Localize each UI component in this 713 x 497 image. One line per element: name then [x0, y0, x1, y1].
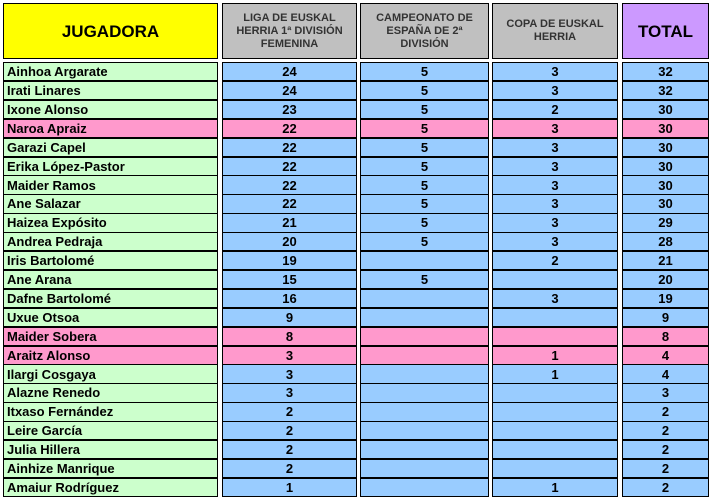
campeonato-value-cell — [360, 440, 489, 459]
header-jugadora-text: JUGADORA — [61, 21, 160, 41]
copa-value-cell — [492, 194, 618, 213]
total-value-cell — [622, 327, 709, 346]
liga-value-cell — [222, 138, 357, 157]
header-copa-text: COPA DE EUSKAL — [506, 18, 604, 30]
liga-value-cell — [222, 100, 357, 119]
liga-value: 24 — [282, 64, 297, 80]
campeonato-value-cell — [360, 289, 489, 308]
player-name-cell — [3, 346, 218, 365]
copa-value: 1 — [551, 479, 559, 495]
player-name: Alazne Renedo — [7, 385, 101, 401]
total-value: 8 — [661, 328, 670, 344]
liga-value: 3 — [285, 366, 294, 382]
player-name-cell — [3, 478, 218, 497]
liga-value-cell — [222, 81, 357, 100]
player-name: Itxaso Fernández — [7, 404, 114, 420]
player-name-cell — [3, 440, 218, 459]
campeonato-value: 5 — [420, 64, 429, 80]
liga-value-cell — [222, 175, 357, 194]
player-name: Ilargi Cosgaya — [7, 366, 96, 382]
total-value-cell — [622, 213, 709, 232]
total-value-cell — [622, 440, 709, 459]
liga-value-cell — [222, 478, 357, 497]
copa-value-cell — [492, 383, 618, 402]
liga-value: 1 — [285, 479, 294, 495]
total-value-cell — [622, 459, 709, 478]
player-name-cell — [3, 364, 218, 383]
player-name-cell — [3, 327, 218, 346]
total-value-cell — [622, 194, 709, 213]
liga-value: 15 — [282, 272, 297, 288]
header-jugadora — [3, 3, 218, 59]
header-total — [622, 3, 709, 59]
player-name-cell — [3, 119, 218, 138]
liga-value: 2 — [285, 404, 294, 420]
liga-value-cell — [222, 157, 357, 176]
liga-value: 2 — [285, 461, 294, 477]
player-name: Irati Linares — [7, 83, 81, 99]
copa-value-cell — [492, 100, 618, 119]
player-name: Leire García — [7, 423, 83, 439]
liga-value-cell — [222, 289, 357, 308]
total-value: 32 — [658, 83, 673, 99]
liga-value: 16 — [282, 290, 297, 306]
copa-value-cell — [492, 308, 618, 327]
liga-value-cell — [222, 213, 357, 232]
total-value: 19 — [658, 290, 673, 306]
campeonato-value-cell — [360, 232, 489, 251]
total-value: 28 — [658, 234, 673, 250]
campeonato-value-cell — [360, 346, 489, 365]
player-name: Araitz Alonso — [7, 347, 91, 363]
player-name: Ainhize Manrique — [7, 461, 115, 477]
campeonato-value: 5 — [420, 177, 429, 193]
campeonato-value-cell — [360, 119, 489, 138]
campeonato-value-cell — [360, 327, 489, 346]
copa-value-cell — [492, 81, 618, 100]
campeonato-value: 5 — [420, 139, 429, 155]
campeonato-value-cell — [360, 383, 489, 402]
copa-value-cell — [492, 440, 618, 459]
total-value-cell — [622, 478, 709, 497]
liga-value-cell — [222, 327, 357, 346]
copa-value: 3 — [551, 234, 559, 250]
player-name-cell — [3, 308, 218, 327]
liga-value: 3 — [285, 385, 294, 401]
liga-value-cell — [222, 402, 357, 421]
campeonato-value-cell — [360, 194, 489, 213]
copa-value-cell — [492, 213, 618, 232]
copa-value: 3 — [551, 215, 559, 231]
liga-value: 2 — [285, 442, 294, 458]
player-name-cell — [3, 157, 218, 176]
player-name: Haizea Expósito — [7, 215, 107, 231]
copa-value-cell — [492, 232, 618, 251]
player-name-cell — [3, 251, 218, 270]
liga-value: 3 — [285, 347, 294, 363]
total-value: 32 — [658, 64, 673, 80]
player-name-cell — [3, 138, 218, 157]
campeonato-value-cell — [360, 175, 489, 194]
total-value-cell — [622, 175, 709, 194]
total-value: 2 — [661, 442, 670, 458]
liga-value: 24 — [282, 83, 297, 99]
player-name: Julia Hillera — [7, 442, 80, 458]
total-value-cell — [622, 402, 709, 421]
campeonato-value-cell — [360, 270, 489, 289]
total-value-cell — [622, 346, 709, 365]
campeonato-value: 5 — [420, 215, 429, 231]
copa-value-cell — [492, 402, 618, 421]
copa-value-cell — [492, 119, 618, 138]
total-value: 4 — [661, 366, 670, 382]
total-value: 4 — [661, 347, 670, 363]
liga-value-cell — [222, 383, 357, 402]
copa-value-cell — [492, 62, 618, 81]
player-name: Ane Salazar — [7, 196, 81, 212]
liga-value-cell — [222, 119, 357, 138]
player-name: Maider Sobera — [7, 328, 97, 344]
player-name: Ane Arana — [7, 272, 72, 288]
total-value-cell — [622, 81, 709, 100]
total-value: 9 — [661, 309, 670, 325]
liga-value-cell — [222, 270, 357, 289]
player-name: Naroa Apraiz — [7, 120, 87, 136]
liga-value: 22 — [282, 139, 297, 155]
campeonato-value-cell — [360, 138, 489, 157]
campeonato-value: 5 — [420, 272, 429, 288]
liga-value-cell — [222, 440, 357, 459]
header-copa — [492, 3, 618, 59]
player-name: Ainhoa Argarate — [7, 64, 108, 80]
total-value-cell — [622, 383, 709, 402]
copa-value-cell — [492, 364, 618, 383]
header-campeonato-text: ESPAÑA DE 2ª — [386, 24, 463, 37]
copa-value: 1 — [551, 347, 559, 363]
total-value-cell — [622, 364, 709, 383]
header-liga — [222, 3, 357, 59]
player-name-cell — [3, 175, 218, 194]
copa-value: 1 — [551, 366, 559, 382]
copa-value-cell — [492, 175, 618, 194]
campeonato-value-cell — [360, 251, 489, 270]
total-value: 20 — [658, 272, 673, 288]
campeonato-value: 5 — [420, 196, 429, 212]
header-campeonato-text: DIVISIÓN — [400, 37, 449, 50]
player-name-cell — [3, 62, 218, 81]
player-name-cell — [3, 270, 218, 289]
player-name-cell — [3, 213, 218, 232]
total-value-cell — [622, 251, 709, 270]
player-name: Dafne Bartolomé — [7, 290, 112, 306]
header-campeonato — [360, 3, 489, 59]
liga-value: 8 — [285, 328, 294, 344]
player-name-cell — [3, 100, 218, 119]
player-name: Garazi Capel — [7, 139, 86, 155]
copa-value-cell — [492, 270, 618, 289]
copa-value: 3 — [551, 139, 559, 155]
total-value-cell — [622, 421, 709, 440]
header-liga-text: HERRIA 1ª DIVISIÓN — [236, 24, 343, 37]
liga-value-cell — [222, 232, 357, 251]
copa-value-cell — [492, 478, 618, 497]
liga-value-cell — [222, 364, 357, 383]
copa-value-cell — [492, 421, 618, 440]
player-name-cell — [3, 194, 218, 213]
total-value: 30 — [658, 101, 673, 117]
total-value-cell — [622, 138, 709, 157]
total-value: 30 — [658, 177, 673, 193]
liga-value-cell — [222, 459, 357, 478]
player-name-cell — [3, 421, 218, 440]
header-campeonato-text: CAMPEONATO DE — [376, 11, 473, 24]
copa-value-cell — [492, 157, 618, 176]
copa-value: 3 — [551, 196, 559, 212]
copa-value: 3 — [551, 290, 559, 306]
campeonato-value-cell — [360, 157, 489, 176]
liga-value-cell — [222, 421, 357, 440]
copa-value-cell — [492, 138, 618, 157]
header-liga-text: LIGA DE EUSKAL — [243, 11, 336, 24]
player-name-cell — [3, 81, 218, 100]
copa-value: 3 — [551, 120, 559, 136]
total-value: 2 — [661, 479, 670, 495]
campeonato-value-cell — [360, 364, 489, 383]
player-name: Uxue Otsoa — [7, 309, 80, 325]
campeonato-value: 5 — [420, 158, 429, 174]
liga-value: 19 — [282, 253, 297, 269]
copa-value-cell — [492, 289, 618, 308]
copa-value-cell — [492, 346, 618, 365]
liga-value-cell — [222, 251, 357, 270]
liga-value-cell — [222, 194, 357, 213]
campeonato-value-cell — [360, 402, 489, 421]
liga-value: 22 — [282, 177, 297, 193]
total-value: 2 — [661, 461, 670, 477]
player-name: Maider Ramos — [7, 177, 96, 193]
campeonato-value: 5 — [420, 234, 429, 250]
total-value-cell — [622, 289, 709, 308]
player-name-cell — [3, 232, 218, 251]
copa-value-cell — [492, 459, 618, 478]
player-name: Erika López-Pastor — [7, 158, 125, 174]
campeonato-value: 5 — [420, 83, 429, 99]
total-value: 29 — [658, 215, 673, 231]
liga-value: 22 — [282, 158, 297, 174]
total-value: 30 — [658, 196, 673, 212]
total-value-cell — [622, 308, 709, 327]
liga-value-cell — [222, 308, 357, 327]
copa-value: 3 — [551, 158, 559, 174]
player-name: Iris Bartolomé — [7, 253, 95, 269]
copa-value: 3 — [551, 177, 559, 193]
total-value: 30 — [658, 158, 673, 174]
copa-value-cell — [492, 327, 618, 346]
campeonato-value-cell — [360, 213, 489, 232]
liga-value: 23 — [282, 101, 297, 117]
campeonato-value: 5 — [420, 101, 429, 117]
player-name-cell — [3, 402, 218, 421]
total-value-cell — [622, 157, 709, 176]
campeonato-value-cell — [360, 81, 489, 100]
campeonato-value-cell — [360, 62, 489, 81]
liga-value-cell — [222, 62, 357, 81]
header-copa-text: HERRIA — [533, 31, 577, 43]
liga-value: 2 — [285, 423, 294, 439]
player-name-cell — [3, 459, 218, 478]
player-name-cell — [3, 289, 218, 308]
campeonato-value-cell — [360, 421, 489, 440]
copa-value-cell — [492, 251, 618, 270]
total-value-cell — [622, 119, 709, 138]
campeonato-value-cell — [360, 459, 489, 478]
liga-value: 21 — [282, 215, 297, 231]
header-total-text: TOTAL — [637, 21, 694, 41]
copa-value: 3 — [551, 83, 559, 99]
player-name: Ixone Alonso — [7, 101, 89, 117]
total-value-cell — [622, 62, 709, 81]
campeonato-value-cell — [360, 478, 489, 497]
total-value-cell — [622, 100, 709, 119]
campeonato-value-cell — [360, 308, 489, 327]
player-name-cell — [3, 383, 218, 402]
total-value: 30 — [658, 139, 673, 155]
liga-value: 22 — [282, 196, 297, 212]
copa-value: 3 — [551, 64, 559, 80]
copa-value: 2 — [551, 253, 559, 269]
player-name: Andrea Pedraja — [7, 234, 103, 250]
copa-value: 2 — [551, 101, 559, 117]
total-value-cell — [622, 232, 709, 251]
liga-value: 22 — [282, 120, 297, 136]
liga-value: 9 — [285, 309, 294, 325]
total-value-cell — [622, 270, 709, 289]
header-liga-text: FEMENINA — [260, 37, 319, 50]
total-value: 21 — [658, 253, 673, 269]
player-name: Amaiur Rodríguez — [7, 479, 119, 495]
campeonato-value: 5 — [420, 120, 429, 136]
total-value: 30 — [658, 120, 673, 136]
total-value: 2 — [661, 423, 670, 439]
liga-value-cell — [222, 346, 357, 365]
campeonato-value-cell — [360, 100, 489, 119]
liga-value: 20 — [282, 234, 297, 250]
total-value: 3 — [661, 385, 670, 401]
total-value: 2 — [661, 404, 670, 420]
